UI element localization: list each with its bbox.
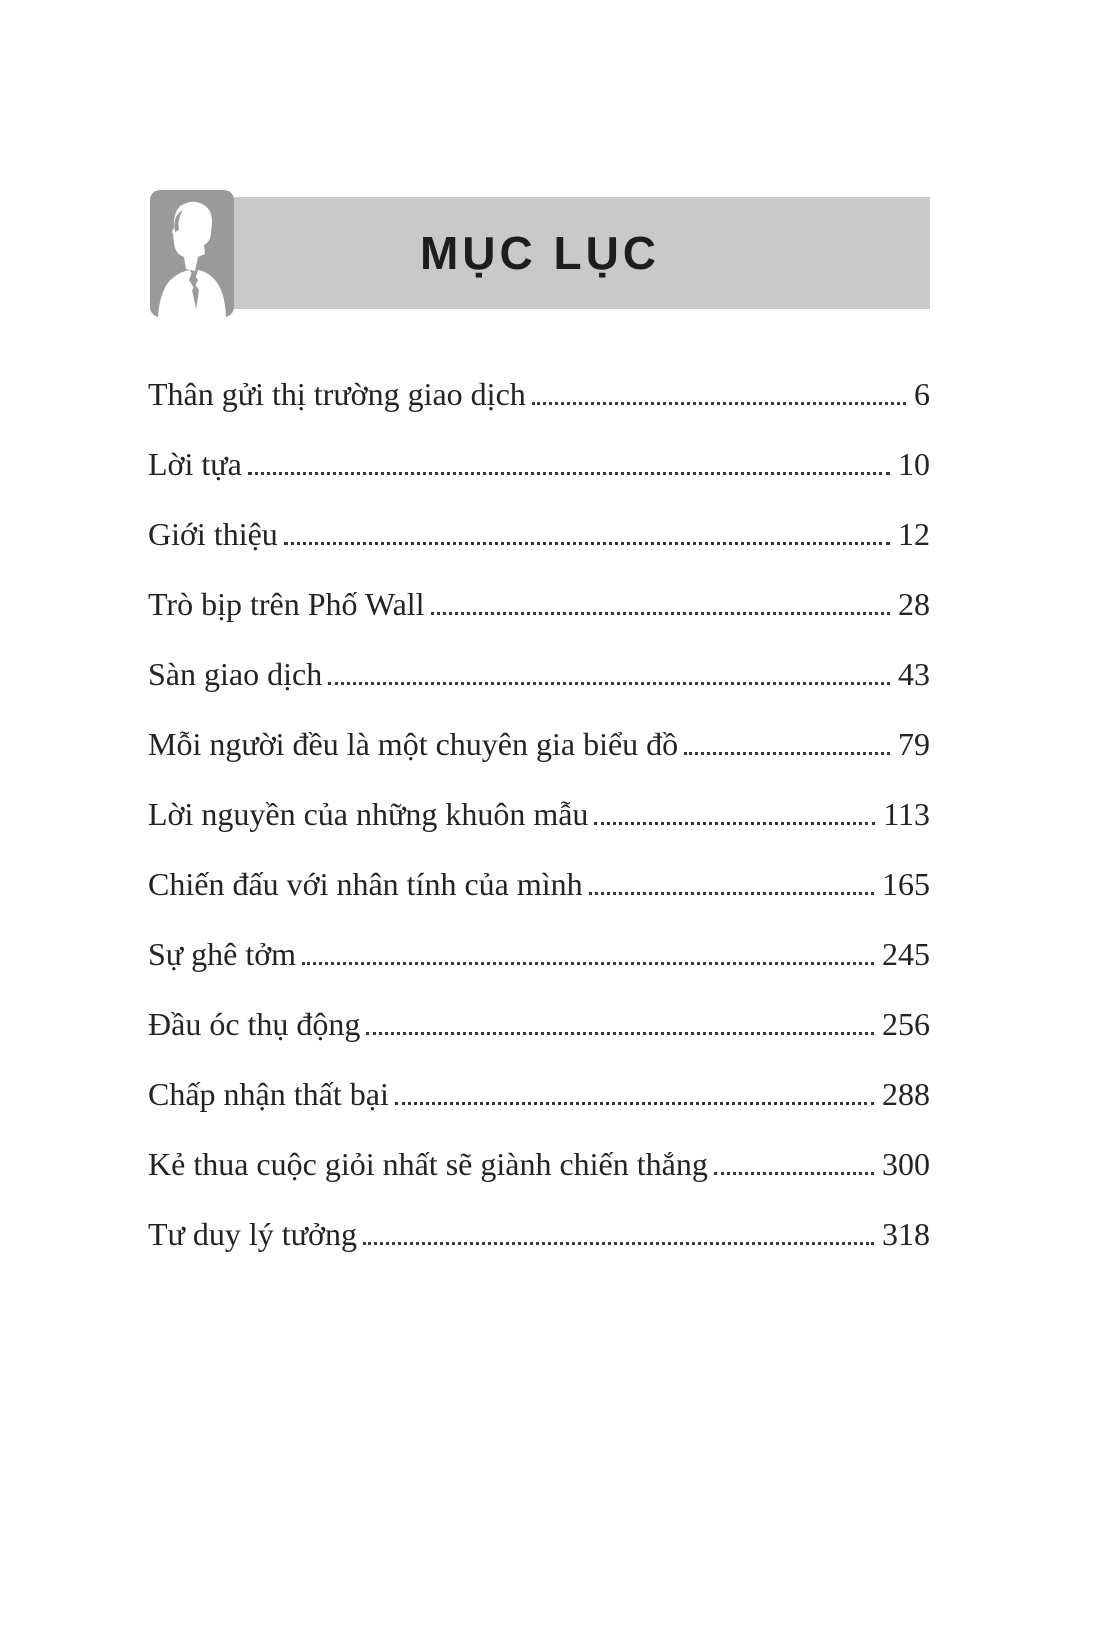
toc-entry-label: Lời tựa (148, 446, 242, 483)
toc-entry-page-number: 10 (898, 446, 930, 483)
toc-leader-dots (284, 542, 890, 545)
toc-leader-dots (714, 1172, 874, 1175)
toc-entry (148, 1112, 930, 1182)
toc-leader-dots (248, 472, 890, 475)
toc-entry-label: Chấp nhận thất bại (148, 1076, 389, 1113)
toc-entry-label: Sự ghê tởm (148, 936, 297, 973)
toc-entry (148, 902, 930, 972)
toc-entry (148, 692, 930, 762)
toc-leader-dots (589, 892, 874, 895)
toc-entry (148, 622, 930, 692)
toc-entry-page-number: 256 (882, 1006, 930, 1043)
toc-entry (148, 342, 930, 412)
toc-entry-label: Lời nguyền của những khuôn mẫu (148, 796, 589, 833)
toc-entry-page-number: 6 (914, 376, 930, 413)
toc-leader-dots (431, 612, 890, 615)
toc-entry-page-number: 300 (882, 1146, 930, 1183)
toc-entry (148, 552, 930, 622)
toc-leader-dots (363, 1242, 874, 1245)
toc-entry-label: Kẻ thua cuộc giỏi nhất sẽ giành chiến thắng (148, 1146, 708, 1183)
toc-entry-page-number: 113 (883, 796, 930, 833)
toc-entry-label: Chiến đấu với nhân tính của mình (148, 866, 583, 903)
toc-entry-page-number: 43 (898, 656, 930, 693)
toc-entry-label: Mỗi người đều là một chuyên gia biểu đồ (148, 726, 679, 763)
toc-entry (148, 1182, 930, 1252)
toc-leader-dots (366, 1032, 874, 1035)
header-banner (150, 197, 930, 309)
toc-leader-dots (684, 752, 890, 755)
toc-entry (148, 412, 930, 482)
toc-leader-dots (328, 682, 890, 685)
toc-entry-label: Trò bịp trên Phố Wall (148, 586, 425, 623)
toc-entry (148, 832, 930, 902)
toc-leader-dots (594, 822, 875, 825)
page-title: MỤC LỤC (419, 227, 661, 279)
toc-entry (148, 762, 930, 832)
toc-entry-label: Tư duy lý tưởng (148, 1216, 357, 1253)
toc-entry-page-number: 12 (898, 516, 930, 553)
toc-entry (148, 1042, 930, 1112)
toc-leader-dots (302, 962, 874, 965)
toc-entry-label: Sàn giao dịch (148, 656, 323, 693)
toc-entry-label: Đầu óc thụ động (148, 1006, 361, 1043)
toc-entry-page-number: 288 (882, 1076, 930, 1113)
toc-entry-label: Thân gửi thị trường giao dịch (148, 376, 526, 413)
trader-silhouette-icon (150, 190, 234, 317)
toc-entry (148, 972, 930, 1042)
toc-entry-page-number: 245 (882, 936, 930, 973)
toc-leader-dots (532, 402, 906, 405)
toc-entry-page-number: 318 (882, 1216, 930, 1253)
toc-entry-page-number: 165 (882, 866, 930, 903)
toc-entry (148, 482, 930, 552)
toc-entry-label: Giới thiệu (148, 516, 278, 553)
toc-entry-page-number: 28 (898, 586, 930, 623)
toc-list (148, 342, 930, 1252)
toc-entry-page-number: 79 (898, 726, 930, 763)
toc-leader-dots (395, 1102, 874, 1105)
